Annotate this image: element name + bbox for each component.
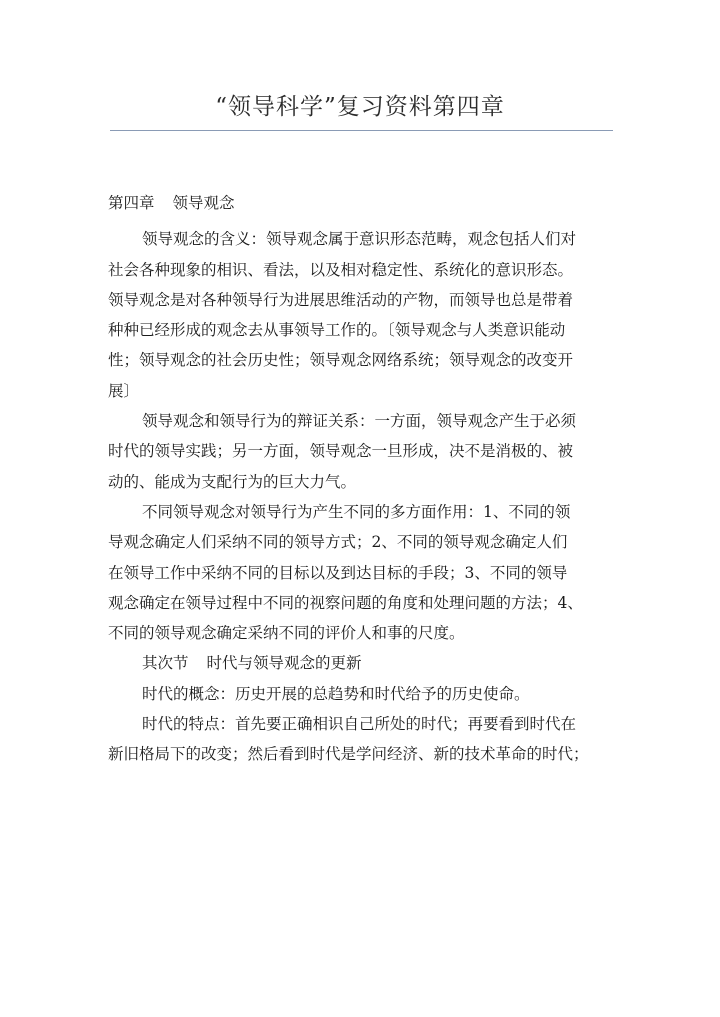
- paragraph-line: 时代的概念：历史开展的总趋势和时代给予的历史使命。: [142, 684, 530, 703]
- paragraph: [108, 497, 616, 648]
- section-heading: [108, 648, 616, 678]
- chapter-name: 领导观念: [172, 194, 235, 212]
- paragraph-line: 不同的领导观念确定采纳不同的评价人和事的尺度。: [108, 624, 465, 643]
- paragraph-line: 领导观念和领导行为的辩证关系：一方面，领导观念产生于必须: [142, 412, 577, 431]
- paragraph-line: 领导观念的含义：领导观念属于意识形态范畴，观念包括人们对: [142, 230, 577, 249]
- section-number: 其次节: [142, 654, 189, 673]
- chapter-heading: [108, 188, 616, 218]
- paragraph-line: 观念确定在领导过程中不同的视察问题的角度和处理问题的方法；4、: [108, 593, 583, 612]
- section-name: 时代与领导观念的更新: [206, 654, 362, 673]
- paragraph: [108, 406, 616, 497]
- paragraph: [108, 679, 616, 709]
- document-title: “领导科学”复习资料第四章: [215, 94, 505, 120]
- paragraph-line: 展〕: [108, 381, 140, 400]
- paragraph-line: 导观念确定人们采纳不同的领导方式；2、不同的领导观念确定人们: [108, 533, 568, 552]
- chapter-number: 第四章: [108, 194, 155, 212]
- paragraph-line: 种种已经形成的观念去从事领导工作的。〔领导观念与人类意识能动: [108, 321, 566, 340]
- paragraph-line: 性；领导观念的社会历史性；领导观念网络系统；领导观念的改变开: [108, 351, 574, 370]
- paragraph-line: 领导观念是对各种领导行为进展思维活动的产物，而领导也总是带着: [108, 290, 574, 309]
- paragraph-line: 时代的特点：首先要正确相识自己所处的时代；再要看到时代在: [142, 715, 577, 734]
- paragraph-line: 动的、能成为支配行为的巨大力气。: [108, 472, 357, 491]
- paragraph-line: 社会各种现象的相识、看法，以及相对稳定性、系统化的意识形态。: [108, 260, 574, 279]
- paragraph: [108, 224, 616, 406]
- paragraph-line: 时代的领导实践；另一方面，领导观念一旦形成，决不是消极的、被: [108, 442, 574, 461]
- document-body: [108, 188, 616, 770]
- paragraph: [108, 709, 616, 770]
- paragraph-line: 新旧格局下的改变；然后看到时代是学问经济、新的技术革命的时代；: [108, 745, 589, 764]
- title-underline: [110, 130, 613, 131]
- paragraph-line: 在领导工作中采纳不同的目标以及到达目标的手段；3、不同的领导: [108, 563, 568, 582]
- paragraph-line: 不同领导观念对领导行为产生不同的多方面作用：1、不同的领: [142, 502, 571, 521]
